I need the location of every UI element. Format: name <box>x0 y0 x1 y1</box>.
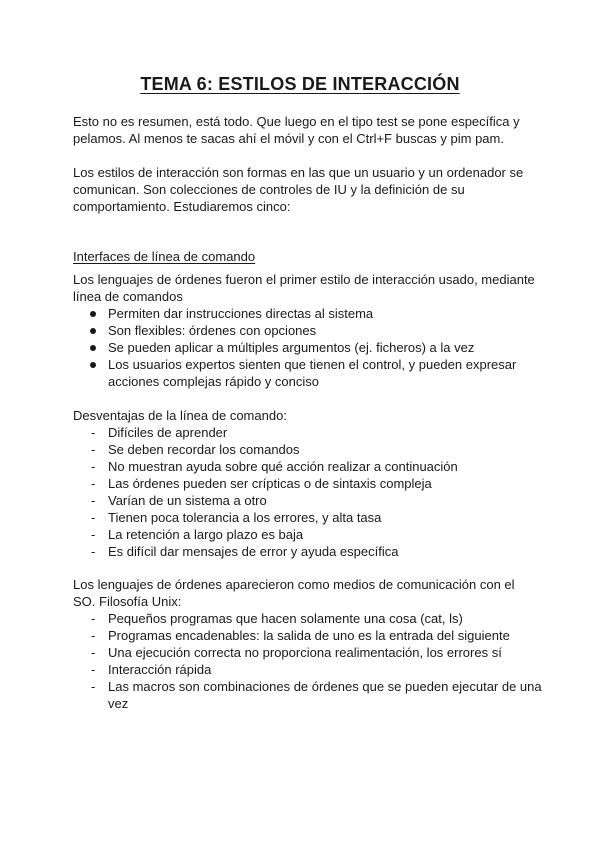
disadvantages-heading: Desventajas de la línea de comando: <box>73 408 287 423</box>
list-item: - Una ejecución correcta no proporciona realimentación, los errores sí <box>73 644 543 661</box>
unix-intro-paragraph: Los lenguajes de órdenes aparecieron como medios de comunicación con el SO. Filosofía Unix: <box>73 577 515 609</box>
disadvantages-list <box>73 424 543 560</box>
unix-philosophy-list <box>73 610 543 712</box>
list-item: - La retención a largo plazo es baja <box>73 526 543 543</box>
list-item: - Pequeños programas que hacen solamente una cosa (cat, ls) <box>73 610 543 627</box>
list-item: - Es difícil dar mensajes de error y ayuda específica <box>73 543 543 560</box>
cli-intro-paragraph: Los lenguajes de órdenes fueron el primer estilo de interacción usado, mediante línea de comandos <box>73 272 535 304</box>
list-item: Los usuarios expertos sienten que tienen el control, y pueden expresar acciones complejas rápido y conciso <box>73 356 543 390</box>
list-item: - Se deben recordar los comandos <box>73 441 543 458</box>
list-item: - Las macros son combinaciones de órdenes que se pueden ejecutar de una vez <box>73 678 543 712</box>
list-item: Son flexibles: órdenes con opciones <box>73 322 543 339</box>
list-item: - Tienen poca tolerancia a los errores, y alta tasa <box>73 509 543 526</box>
intro-paragraph-2: Los estilos de interacción son formas en las que un usuario y un ordenador se comunican. Son colecciones de controles de IU y la definición de su comportamiento. Estudiaremos cinco: <box>73 165 524 214</box>
list-item: - Programas encadenables: la salida de uno es la entrada del siguiente <box>73 627 543 644</box>
section-heading-cli: Interfaces de línea de comando <box>73 249 256 264</box>
list-item: - Difíciles de aprender <box>73 424 543 441</box>
cli-bullet-list <box>73 305 543 390</box>
list-item: Se pueden aplicar a múltiples argumentos (ej. ficheros) a la vez <box>73 339 543 356</box>
list-item: - No muestran ayuda sobre qué acción realizar a continuación <box>73 458 543 475</box>
intro-paragraph-1: Esto no es resumen, está todo. Que luego en el tipo test se pone específica y pelamos. Al menos te sacas ahí el móvil y con el Ctrl+F buscas y pim pam. <box>73 114 520 146</box>
list-item: Permiten dar instrucciones directas al sistema <box>73 305 543 322</box>
page-title: TEMA 6: ESTILOS DE INTERACCIÓN <box>140 74 460 94</box>
list-item: - Las órdenes pueden ser crípticas o de sintaxis compleja <box>73 475 543 492</box>
list-item: - Interacción rápida <box>73 661 543 678</box>
list-item: - Varían de un sistema a otro <box>73 492 543 509</box>
